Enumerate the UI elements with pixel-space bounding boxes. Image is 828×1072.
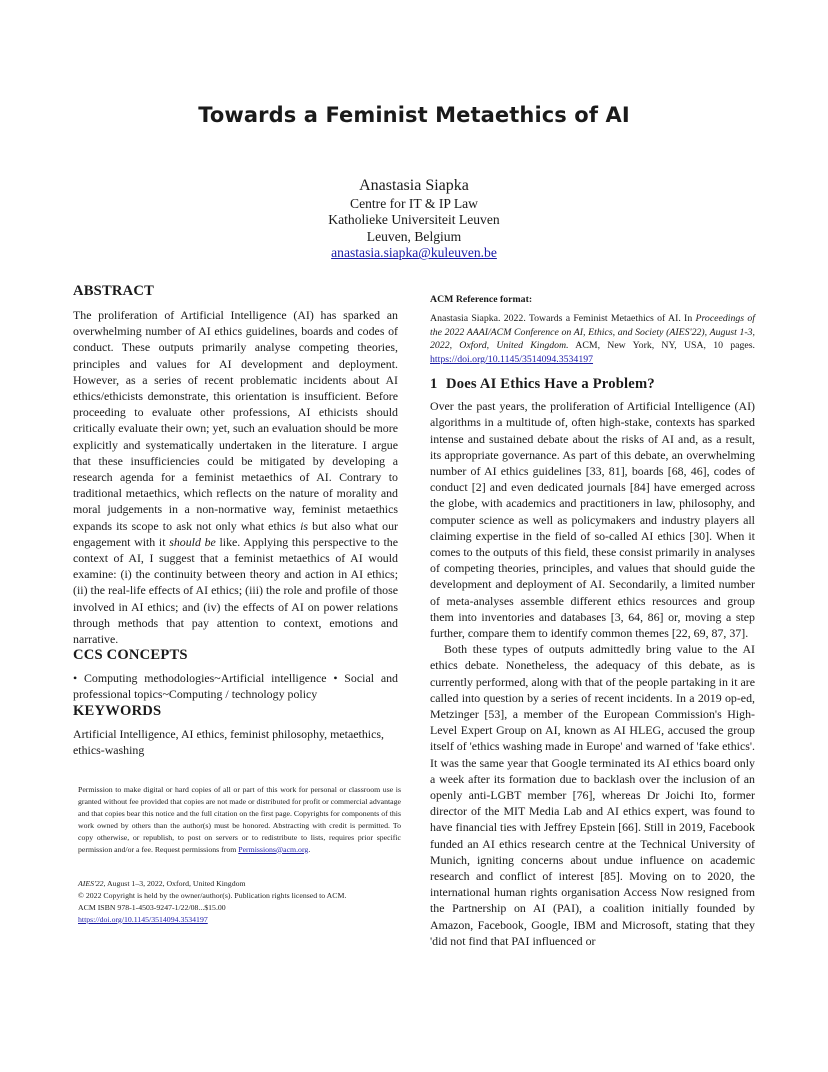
author-name: Anastasia Siapka [359, 177, 469, 194]
acm-reference-heading: ACM Reference format: [430, 294, 533, 305]
author-university: Katholieke Universiteit Leuven [328, 212, 500, 228]
isbn-line: ACM ISBN 978-1-4503-9247-1/22/08...$15.00 [78, 902, 226, 912]
keywords-text: Artificial Intelligence, AI ethics, feminist philosophy, metaethics, ethics-washing [73, 726, 384, 757]
conference-line: AIES'22, August 1–3, 2022, Oxford, United Kingdom [78, 879, 246, 888]
keywords-heading: KEYWORDS [73, 702, 162, 719]
section1-paragraph-2: Both these types of outputs admittedly bring value to the AI ethics debate. Nonetheless, the adequacy of this debate, as is currently performed, along with that of the people partaking in it are called into question by a series of recent incidents. In a 2019 op-ed, Metzinger [53], a member of the European Commission's High-Level Expert Group on AI, known as AI HLEG, accused the group itself of 'ethics washing made in Europe' and warned of 'fake ethics'. It was the same year that Google terminated its AI ethics board only a week after its formation due to backlash over the inclusion of an openly anti-LGBT member [76], whereas Dr Joichi Ito, former director of the MIT Media Lab and AI ethics expert, was found to have financial ties with Jeffrey Epstein [66]. Still in 2019, Facebook funded an AI ethics research centre at the Technical University of Munich, igniting concerns about undue influence on academic research and conflict of interest [85]. Moving on to 2020, the international human rights organisation Access Now resigned from the Partnership on AI (PAI), a coalition initially founded by Amazon, Facebook, Google, IBM and Microsoft, stating that they 'did not find that PAI influenced or [430, 642, 755, 948]
author-email-link[interactable]: anastasia.siapka@kuleuven.be [331, 245, 497, 261]
permissions-email-link[interactable]: Permissions@acm.org [238, 844, 309, 854]
author-affiliation: Centre for IT & IP Law [350, 196, 478, 211]
abstract-heading: ABSTRACT [73, 283, 155, 299]
copyright-line: © 2022 Copyright is held by the owner/author(s). Publication rights licensed to ACM. [78, 890, 347, 900]
venue-doi-link[interactable]: https://doi.org/10.1145/3514094.3534197 [78, 914, 208, 924]
left-column [73, 283, 398, 758]
author-location: Leuven, Belgium [366, 228, 462, 244]
acm-reference-doi-link[interactable]: https://doi.org/10.1145/3514094.3534197 [430, 353, 594, 365]
acm-reference-text: Anastasia Siapka. 2022. Towards a Feminist Metaethics of AI. In Proceedings of the 2022 AAAI/ACM Conference on AI, Ethics, and Society (AIES'22), August 1-3, 2022, Oxford, United Kingdom. ACM, New York, NY, USA, 10 pages. https://doi.org/10.1145/3514094.3534197 [430, 313, 755, 365]
section1-paragraph-1: Over the past years, the proliferation of Artificial Intelligence (AI) algorithms in a multitude of, often high-stake, contexts has sparked intense and sustained debate about the risks of AI and, as a result, its appropriate governance. As part of this debate, an overwhelming number of AI ethics guidelines [33, 81], boards [68, 46], codes of conduct [2] and even dedicated journals [84] have emerged across the globe, with academics and practitioners in law, philosophy, and computer science as well as policymakers and industry players all claiming expertise in the field of so-called AI ethics [30]. When it comes to the outputs of this field, these consist primarily in analyses of competing theories, principles, and values that should guide the development and deployment of AI. Secondarily, a limited number of meta-analyses assemble different ethics resources and group them into inventories and databases [3, 64, 86] or, moving a step further, compare them to identify common themes [22, 69, 87, 37]. [430, 399, 755, 641]
permission-notice: Permission to make digital or hard copies of all or part of this work for personal or classroom use is granted without fee provided that copies are not made or distributed for profit or commercial advantage and that copies bear this notice and the full citation on the first page. Copyrights for components of this work owned by others than the author(s) must be honored. Abstracting with credit is permitted. To copy otherwise, or republish, to post on servers or to redistribute to lists, requires prior specific permission and/or a fee. Request permissions from Permissions@acm.org. [78, 785, 401, 854]
ccs-text: • Computing methodologies~Artificial intelligence • Social and professional topics~Computing / technology policy [73, 671, 398, 702]
right-column [430, 294, 755, 949]
section1-title: Does AI Ethics Have a Problem? [446, 376, 655, 393]
paper-title: Towards a Feminist Metaethics of AI [198, 103, 630, 127]
abstract-text: The proliferation of Artificial Intelligence (AI) has sparked an overwhelming number of AI ethics guidelines, boards and codes of conduct. These outputs primarily analyse competing theories, principles and values for AI development and deployment. However, as a series of recent problematic incidents about AI ethics/ethicists demonstrate, this orientation is insufficient. Before proceeding to evaluate other professions, AI ethicists should critically evaluate their own; yet, such an evaluation should be more explicitly and systematically undertaken in the literature. I argue that these insufficiencies could be mitigated by developing a research agenda for a feminist metaethics of AI. Contrary to traditional metaethics, which reflects on the nature of morality and moral judgements in a non-normative way, feminist metaethics expands its scope to ask not only what ethics is but also what our engagement with it should be like. Applying this perspective to the context of AI, I suggest that a feminist metaethics of AI would examine: (i) the continuity between theory and action in AI ethics; (ii) the real-life effects of AI ethics; (iii) the role and profile of those involved in AI ethics; and (iv) the effects of AI on power relations through methods that pay attention to context, emotions and narrative. [73, 308, 399, 647]
ccs-heading: CCS CONCEPTS [73, 647, 188, 664]
section1-number: 1 [430, 376, 438, 393]
venue-info [78, 878, 401, 926]
section1-heading [430, 376, 755, 393]
author-block [0, 176, 828, 262]
